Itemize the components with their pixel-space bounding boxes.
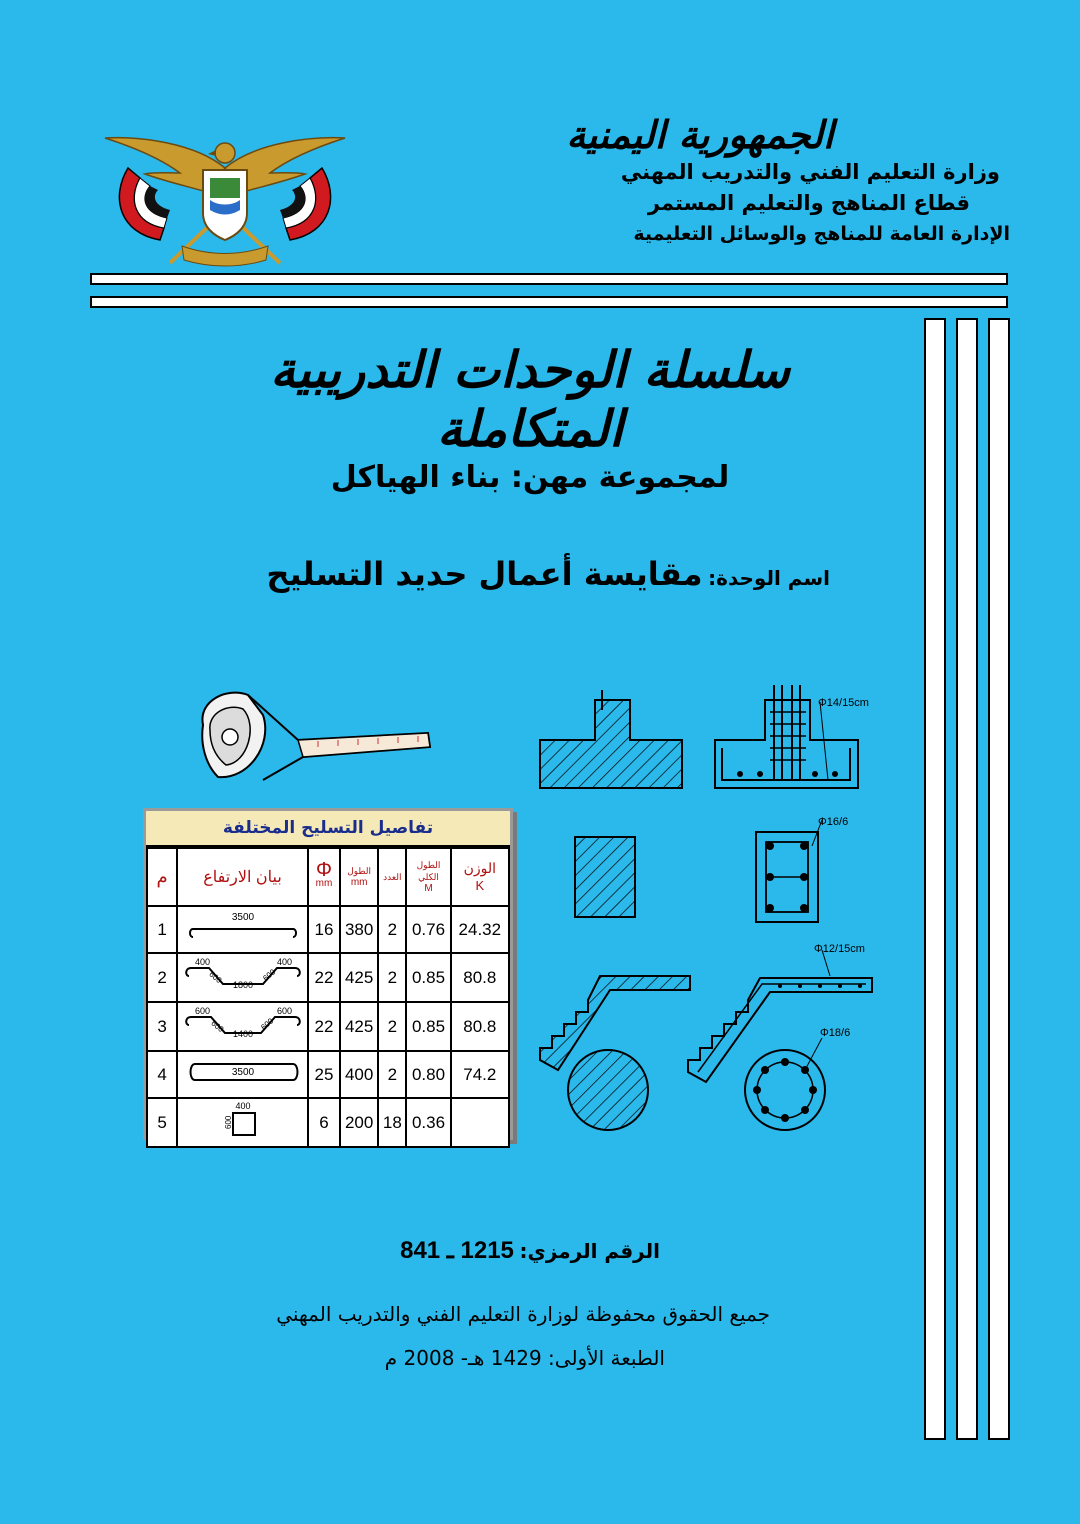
measuring-tape-icon xyxy=(188,685,438,795)
row-count: 18 xyxy=(378,1098,406,1147)
weight-unit: K xyxy=(475,878,485,893)
shape-label: 600 xyxy=(206,969,223,986)
footing-plain-diagram xyxy=(540,690,682,788)
shape-label: 1400 xyxy=(232,1029,253,1039)
row-diameter: 22 xyxy=(308,953,340,1002)
frame-right-bar-1 xyxy=(924,318,946,1440)
group-name: بناء الهياكل xyxy=(330,460,501,495)
frame-top-bar-1 xyxy=(90,273,1008,285)
table-row xyxy=(147,1051,509,1098)
rebar-table xyxy=(146,847,510,1148)
shape-label: 600 xyxy=(223,1115,233,1129)
structural-diagrams xyxy=(530,680,900,1140)
header-block xyxy=(440,112,1010,250)
row-length: 380 xyxy=(340,906,378,953)
footing-label: Φ14/15cm xyxy=(818,697,869,709)
row-weight: 80.8 xyxy=(451,953,509,1002)
row-diameter: 6 xyxy=(308,1098,340,1147)
shape-label: 600 xyxy=(194,1006,210,1016)
shape-label: 600 xyxy=(276,1006,292,1016)
table-row xyxy=(147,1002,509,1051)
table-row xyxy=(147,1098,509,1147)
row-total: 0.36 xyxy=(406,1098,450,1147)
row-count: 2 xyxy=(378,1051,406,1098)
edition-line: الطبعة الأولى: 1429 هـ- 2008 م xyxy=(384,1346,665,1370)
row-index: 2 xyxy=(147,953,177,1002)
table-row xyxy=(147,906,509,953)
shape-label: 400 xyxy=(235,1101,251,1111)
row-index: 4 xyxy=(147,1051,177,1098)
circle-label: Φ18/6 xyxy=(820,1027,851,1039)
table-header-row xyxy=(147,848,509,906)
row-diameter: 22 xyxy=(308,1002,340,1051)
shape-cell xyxy=(177,1098,308,1147)
stair-label: Φ12/15cm xyxy=(814,943,865,955)
shape-cell xyxy=(177,1002,308,1051)
shape-label: 400 xyxy=(194,957,210,967)
row-index: 3 xyxy=(147,1002,177,1051)
shape-label: 600 xyxy=(260,967,277,983)
total-label: الطول الكلي xyxy=(416,860,441,882)
shape-label: 1800 xyxy=(232,980,253,990)
unit-name: مقايسة أعمال حديد التسليح xyxy=(266,555,703,593)
table-caption: تفاصيل التسليح المختلفة xyxy=(146,811,510,847)
row-diameter: 25 xyxy=(308,1051,340,1098)
shape-cell xyxy=(177,906,308,953)
sector-name: قطاع المناهج والتعليم المستمر xyxy=(647,191,970,215)
republic-title: الجمهورية اليمنية xyxy=(566,112,834,157)
shape-cell xyxy=(177,953,308,1002)
col-length xyxy=(340,848,378,906)
shape-cell xyxy=(177,1051,308,1098)
row-total: 0.76 xyxy=(406,906,450,953)
yemen-eagle-emblem-icon xyxy=(100,128,350,268)
row-count: 2 xyxy=(378,953,406,1002)
col-total xyxy=(406,848,450,906)
column-label: Φ16/6 xyxy=(818,816,849,828)
col-count: العدد xyxy=(378,848,406,906)
shape-label: 3500 xyxy=(231,912,254,923)
col-weight xyxy=(451,848,509,906)
circle-rebar-diagram xyxy=(745,1027,850,1130)
row-diameter: 16 xyxy=(308,906,340,953)
table-row xyxy=(147,953,509,1002)
footing-rebar-diagram xyxy=(715,685,869,788)
col-shape: بيان الارتفاع xyxy=(177,848,308,906)
row-count: 2 xyxy=(378,1002,406,1051)
diameter-unit: mm xyxy=(315,878,333,889)
department-name: الإدارة العامة للمناهج والوسائل التعليمية xyxy=(633,223,1010,245)
frame-right-bar-2 xyxy=(956,318,978,1440)
col-index: م xyxy=(147,848,177,906)
col-diameter xyxy=(308,848,340,906)
code-value: 1215 ـ 841 xyxy=(400,1237,514,1264)
row-weight: 74.2 xyxy=(451,1051,509,1098)
row-weight: 80.8 xyxy=(451,1002,509,1051)
group-label: لمجموعة مهن: xyxy=(510,460,730,495)
row-length: 425 xyxy=(340,953,378,1002)
row-weight: 24.32 xyxy=(451,906,509,953)
row-length: 425 xyxy=(340,1002,378,1051)
row-total: 0.85 xyxy=(406,1002,450,1051)
weight-label: الوزن xyxy=(463,860,497,876)
code-label: الرقم الرمزي: xyxy=(519,1239,660,1263)
total-unit: M xyxy=(424,883,433,894)
row-length: 200 xyxy=(340,1098,378,1147)
column-rebar-diagram xyxy=(756,816,848,922)
row-index: 5 xyxy=(147,1098,177,1147)
length-label: الطول xyxy=(347,866,372,876)
frame-right-bar-3 xyxy=(988,318,1010,1440)
series-title: سلسلة الوحدات التدريبية المتكاملة xyxy=(270,340,790,458)
unit-label: اسم الوحدة: xyxy=(708,566,830,590)
row-total: 0.85 xyxy=(406,953,450,1002)
row-total: 0.80 xyxy=(406,1051,450,1098)
diameter-symbol: Φ xyxy=(315,859,332,881)
group-line xyxy=(200,460,860,495)
length-unit: mm xyxy=(350,877,368,888)
unit-line xyxy=(180,555,830,593)
shape-label: 3500 xyxy=(231,1067,254,1078)
ministry-name: وزارة التعليم الفني والتدريب المهني xyxy=(620,160,1000,184)
rights-line: جميع الحقوق محفوظة لوزارة التعليم الفني والتدريب المهني xyxy=(276,1302,770,1326)
shape-label: 400 xyxy=(276,957,292,967)
shape-label: 600 xyxy=(208,1018,225,1035)
row-index: 1 xyxy=(147,906,177,953)
row-count: 2 xyxy=(378,906,406,953)
rebar-table-card xyxy=(143,808,513,1140)
code-line xyxy=(300,1236,660,1265)
column-plain-diagram xyxy=(575,837,635,917)
circle-plain-diagram xyxy=(568,1050,648,1130)
row-length: 400 xyxy=(340,1051,378,1098)
frame-top-bar-2 xyxy=(90,296,1008,308)
shape-label: 600 xyxy=(258,1016,275,1032)
row-weight xyxy=(451,1098,509,1147)
